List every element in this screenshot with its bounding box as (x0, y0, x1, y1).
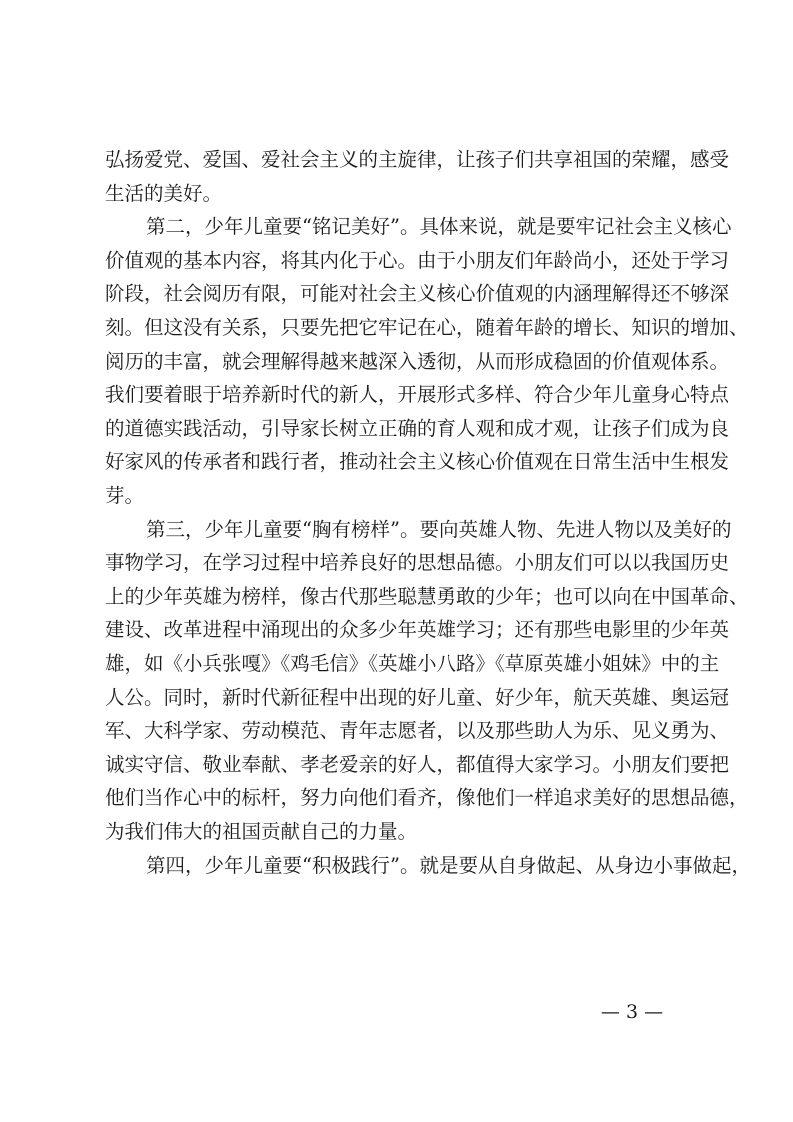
text-line: 人公。同时，新时代新征程中出现的好儿童、好少年，航天英雄、奥运冠 (105, 685, 730, 709)
text-line: 价值观的基本内容，将其内化于心。由于小朋友们年龄尚小，还处于学习 (105, 248, 730, 272)
page-number: — 3 — (600, 1001, 664, 1023)
text-line: 上的少年英雄为榜样，像古代那些聪慧勇敢的少年；也可以向在中国革命、 (105, 584, 749, 608)
text-line: 生活的美好。 (105, 181, 223, 205)
text-line: 第三，少年儿童要“胸有榜样”。要向英雄人物、先进人物以及美好的 (146, 517, 732, 541)
text-line: 雄，如《小兵张嘎》《鸡毛信》《英雄小八路》《草原英雄小姐妹》中的主 (105, 652, 720, 675)
text-line: 芽。 (105, 484, 145, 507)
text-line: 好家风的传承者和践行者，推动社会主义核心价值观在日常生活中生根发 (105, 450, 730, 474)
text-line: 阅历的丰富，就会理解得越来越深入透彻，从而形成稳固的价值观体系。 (105, 349, 730, 373)
text-line: 弘扬爱党、爱国、爱社会主义的主旋律，让孩子们共享祖国的荣耀，感受 (105, 148, 730, 171)
text-line: 第二，少年儿童要“铭记美好”。具体来说，就是要牢记社会主义核心 (146, 215, 732, 239)
text-line: 他们当作心中的标杆，努力向他们看齐，像他们一样追求美好的思想品德， (105, 786, 749, 810)
text-line: 事物学习，在学习过程中培养良好的思想品德。小朋友们可以以我国历史 (105, 551, 730, 575)
text-line: 第四，少年儿童要“积极践行”。就是要从自身做起、从身边小事做起， (146, 853, 751, 877)
text-line: 为我们伟大的祖国贡献自己的力量。 (105, 820, 418, 843)
text-line: 刻。但这没有关系，只要先把它牢记在心，随着年龄的增长、知识的增加、 (105, 316, 749, 339)
text-line: 我们要着眼于培养新时代的新人，开展形式多样、符合少年儿童身心特点 (105, 383, 730, 407)
text-line: 军、大科学家、劳动模范、青年志愿者，以及那些助人为乐、见义勇为、 (105, 719, 730, 743)
text-line: 建设、改革进程中涌现出的众多少年英雄学习；还有那些电影里的少年英 (105, 618, 730, 642)
text-line: 阶段，社会阅历有限，可能对社会主义核心价值观的内涵理解得还不够深 (105, 282, 730, 306)
text-line: 的道德实践活动，引导家长树立正确的育人观和成才观，让孩子们成为良 (105, 416, 730, 440)
text-line: 诚实守信、敬业奉献、孝老爱亲的好人，都值得大家学习。小朋友们要把 (105, 752, 730, 776)
